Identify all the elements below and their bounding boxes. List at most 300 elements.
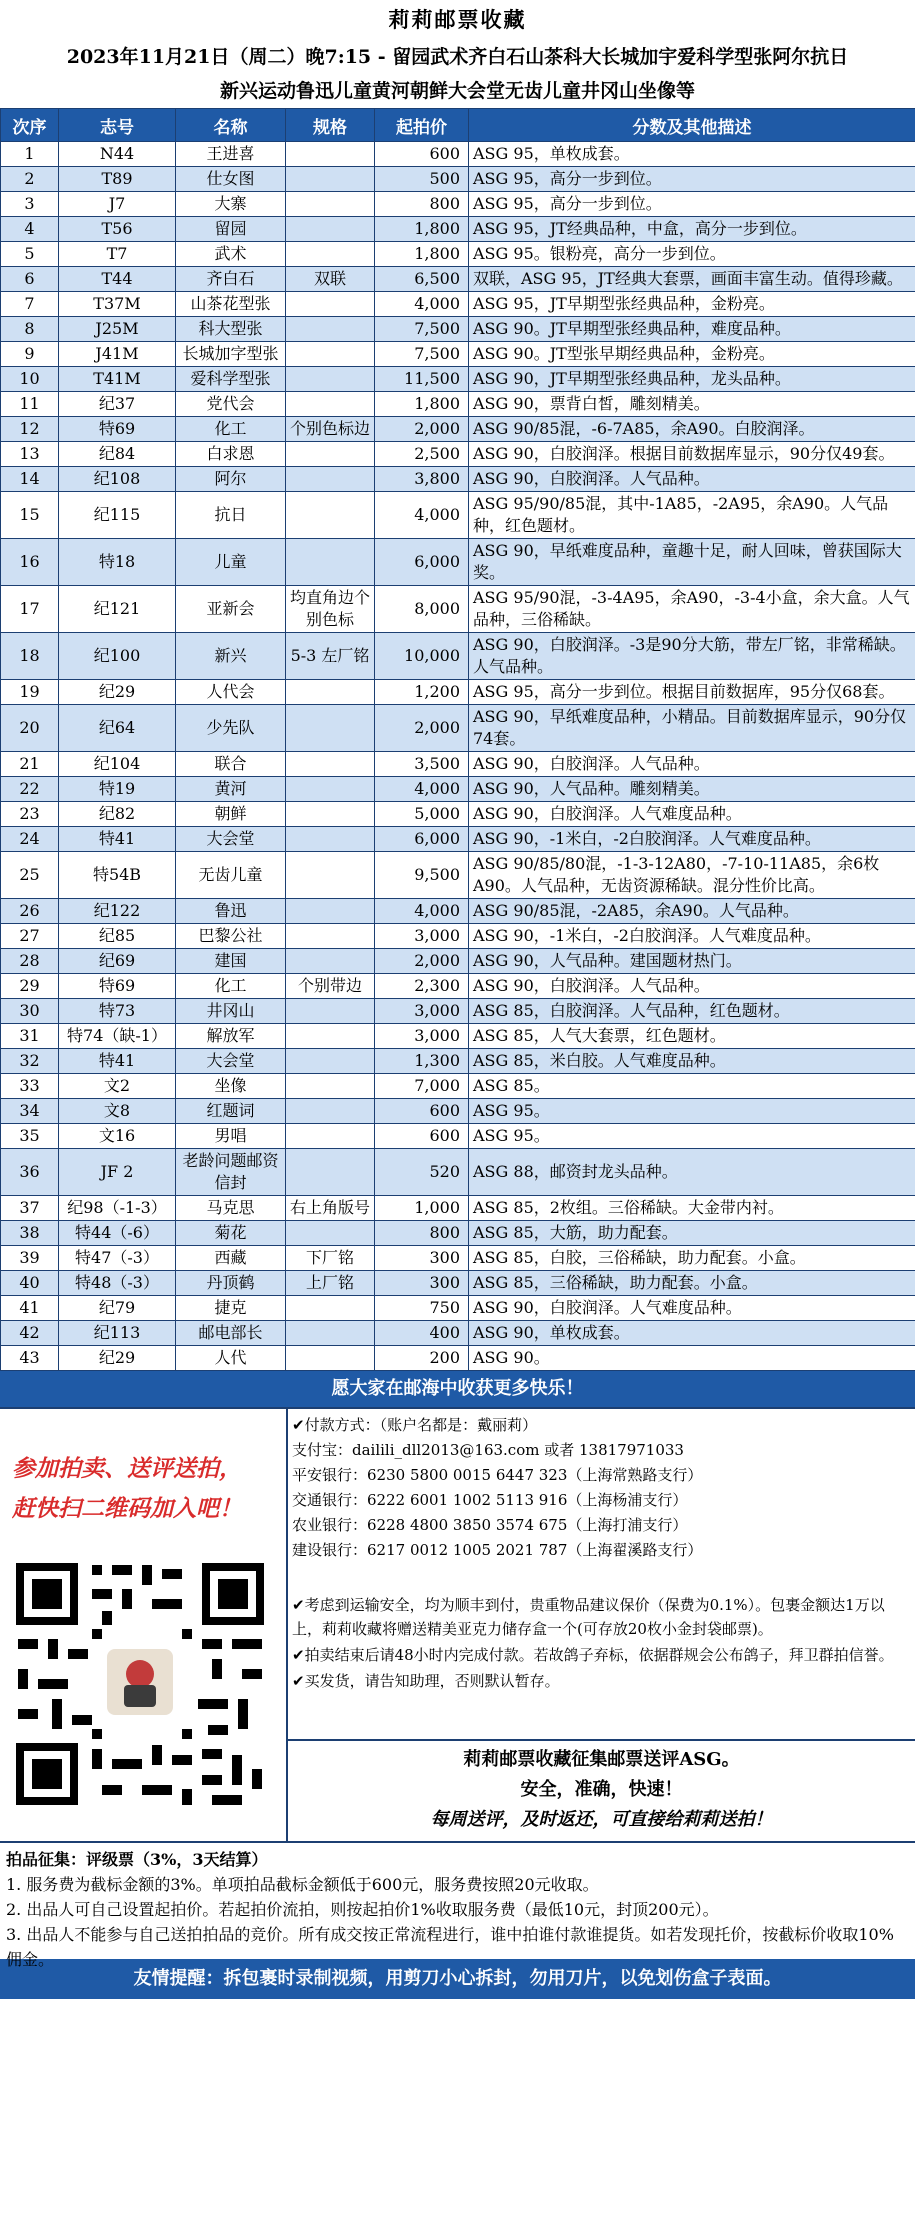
lot-code: 特48（-3） — [59, 1271, 176, 1296]
lot-code: 纪100 — [59, 633, 176, 680]
lot-name: 武术 — [176, 242, 286, 267]
lot-name: 儿童 — [176, 539, 286, 586]
lot-desc: ASG 90，-1米白，-2白胶润泽。人气难度品种。 — [469, 924, 915, 949]
table-row — [1, 539, 915, 586]
banner: 愿大家在邮海中收获更多快乐！ — [0, 1371, 915, 1407]
lot-name: 解放军 — [176, 1024, 286, 1049]
lot-spec — [286, 1099, 375, 1124]
lot-name: 大会堂 — [176, 827, 286, 852]
lot-spec — [286, 167, 375, 192]
lot-no: 39 — [1, 1246, 59, 1271]
table-row — [1, 586, 915, 633]
promo-line-1: 参加拍卖、送评送拍， — [12, 1455, 242, 1482]
table-row — [1, 467, 915, 492]
lot-no: 23 — [1, 802, 59, 827]
info-section — [0, 1407, 915, 1843]
shipping-notes — [292, 1593, 910, 1695]
submission-line-3: 每周送评，及时返还，可直接给莉莉送拍！ — [430, 1809, 773, 1830]
qr-code-icon[interactable] — [12, 1559, 268, 1809]
lot-price: 300 — [375, 1246, 469, 1271]
lot-name: 大会堂 — [176, 1049, 286, 1074]
lot-name: 长城加字型张 — [176, 342, 286, 367]
table-row — [1, 827, 915, 852]
lot-price: 3,000 — [375, 924, 469, 949]
lot-price: 600 — [375, 1099, 469, 1124]
lot-price: 1,200 — [375, 680, 469, 705]
lot-code: 纪82 — [59, 802, 176, 827]
lot-name: 科大型张 — [176, 317, 286, 342]
rule-1: 1. 服务费为截标金额的3%。单项拍品截标金额低于600元，服务费按照20元收取。 — [6, 1875, 599, 1894]
lot-code: 特47（-3） — [59, 1246, 176, 1271]
lot-no: 7 — [1, 292, 59, 317]
table-row — [1, 392, 915, 417]
lot-name: 仕女图 — [176, 167, 286, 192]
lot-price: 2,000 — [375, 949, 469, 974]
lot-spec — [286, 392, 375, 417]
promo-line-2: 赶快扫二维码加入吧！ — [12, 1495, 242, 1522]
table-row — [1, 949, 915, 974]
lot-desc: ASG 85，2枚组。三俗稀缺。大金带内衬。 — [469, 1196, 915, 1221]
lot-spec — [286, 467, 375, 492]
lot-name: 大寨 — [176, 192, 286, 217]
table-row — [1, 1124, 915, 1149]
lot-spec — [286, 1024, 375, 1049]
lot-desc: ASG 90，白胶润泽。人气难度品种。 — [469, 1296, 915, 1321]
table-row — [1, 442, 915, 467]
table-row — [1, 999, 915, 1024]
table-row — [1, 267, 915, 292]
lot-code: 纪113 — [59, 1321, 176, 1346]
lot-desc: ASG 90，JT早期型张经典品种，龙头品种。 — [469, 367, 915, 392]
lot-no: 27 — [1, 924, 59, 949]
lot-name: 抗日 — [176, 492, 286, 539]
lot-desc: ASG 90/85混，-2A85，余A90。人气品种。 — [469, 899, 915, 924]
note-shipping: ✔考虑到运输安全，均为顺丰到付，贵重物品建议保价（保费为0.1%）。包裹金额达1万以上，莉莉收藏将赠送精美亚克力储存盒一个(可存放20枚小金封袋邮票)。 — [292, 1596, 885, 1638]
lot-price: 600 — [375, 142, 469, 167]
note-delivery: ✔买发货，请告知助理，否则默认暂存。 — [292, 1672, 560, 1690]
lot-code: N44 — [59, 142, 176, 167]
lot-spec — [286, 442, 375, 467]
table-row — [1, 899, 915, 924]
lot-no: 19 — [1, 680, 59, 705]
lot-spec — [286, 924, 375, 949]
lot-desc: ASG 90，白胶润泽。根据目前数据库显示，90分仅49套。 — [469, 442, 915, 467]
lot-no: 31 — [1, 1024, 59, 1049]
lot-no: 36 — [1, 1149, 59, 1196]
lot-price: 8,000 — [375, 586, 469, 633]
col-header-price: 起拍价 — [375, 109, 469, 142]
lot-code: 特41 — [59, 1049, 176, 1074]
lot-spec — [286, 827, 375, 852]
lot-price: 5,000 — [375, 802, 469, 827]
lot-spec — [286, 1124, 375, 1149]
lot-no: 10 — [1, 367, 59, 392]
table-row — [1, 705, 915, 752]
lot-no: 13 — [1, 442, 59, 467]
table-row — [1, 292, 915, 317]
lot-price: 10,000 — [375, 633, 469, 680]
lot-no: 38 — [1, 1221, 59, 1246]
bank-nongye: 农业银行：6228 4800 3850 3574 675（上海打浦支行） — [292, 1516, 688, 1534]
lot-code: 纪122 — [59, 899, 176, 924]
col-header-name: 名称 — [176, 109, 286, 142]
lot-name: 菊花 — [176, 1221, 286, 1246]
lot-desc: 双联，ASG 95，JT经典大套票，画面丰富生动。值得珍藏。 — [469, 267, 915, 292]
promo-panel — [0, 1409, 288, 1841]
lot-desc: ASG 95，高分一步到位。 — [469, 167, 915, 192]
lot-spec — [286, 852, 375, 899]
lot-no: 5 — [1, 242, 59, 267]
lot-spec — [286, 705, 375, 752]
lots-table-body — [1, 142, 915, 1371]
lot-desc: ASG 95。 — [469, 1124, 915, 1149]
lot-spec: 均直角边个别色标 — [286, 586, 375, 633]
lot-spec — [286, 1074, 375, 1099]
table-row — [1, 802, 915, 827]
lot-desc: ASG 95，JT经典品种，中盒，高分一步到位。 — [469, 217, 915, 242]
lot-spec: 下厂铭 — [286, 1246, 375, 1271]
lot-code: 文2 — [59, 1074, 176, 1099]
lot-code: 文16 — [59, 1124, 176, 1149]
lot-spec — [286, 539, 375, 586]
lot-code: T7 — [59, 242, 176, 267]
lot-code: T37M — [59, 292, 176, 317]
lot-price: 300 — [375, 1271, 469, 1296]
lot-spec — [286, 999, 375, 1024]
lot-price: 800 — [375, 192, 469, 217]
lot-spec — [286, 1296, 375, 1321]
col-header-code: 志号 — [59, 109, 176, 142]
rule-2: 2. 出品人可自己设置起拍价。若起拍价流拍，则按起拍价1%收取服务费（最低10元，封顶200元）。 — [6, 1900, 719, 1919]
table-row — [1, 633, 915, 680]
lot-code: 纪115 — [59, 492, 176, 539]
lot-code: 特54B — [59, 852, 176, 899]
lot-desc: ASG 90。 — [469, 1346, 915, 1371]
lot-price: 1,800 — [375, 217, 469, 242]
lot-spec — [286, 752, 375, 777]
lot-code: T89 — [59, 167, 176, 192]
lot-name: 无齿儿童 — [176, 852, 286, 899]
lot-desc: ASG 90，票背白皙，雕刻精美。 — [469, 392, 915, 417]
lot-desc: ASG 85，白胶润泽。人气品种，红色题材。 — [469, 999, 915, 1024]
lot-code: 纪104 — [59, 752, 176, 777]
lot-desc: ASG 95。银粉亮，高分一步到位。 — [469, 242, 915, 267]
lot-name: 坐像 — [176, 1074, 286, 1099]
lot-price: 600 — [375, 1124, 469, 1149]
lot-desc: ASG 90/85/80混，-1-3-12A80，-7-10-11A85，余6枚A90。人气品种，无齿资源稀缺。混分性价比高。 — [469, 852, 915, 899]
lot-desc: ASG 85，白胶，三俗稀缺，助力配套。小盒。 — [469, 1246, 915, 1271]
bank-jiaotong: 交通银行：6222 6001 1002 5113 916（上海杨浦支行） — [292, 1491, 688, 1509]
rules-heading: 拍品征集：评级票（3%，3天结算） — [6, 1850, 268, 1869]
lot-desc: ASG 88，邮资封龙头品种。 — [469, 1149, 915, 1196]
table-row — [1, 242, 915, 267]
table-row — [1, 1149, 915, 1196]
lot-no: 16 — [1, 539, 59, 586]
lot-spec — [286, 1321, 375, 1346]
lot-name: 新兴 — [176, 633, 286, 680]
lots-table — [0, 108, 915, 1371]
lot-desc: ASG 90，人气品种。雕刻精美。 — [469, 777, 915, 802]
lot-spec: 5-3 左厂铭 — [286, 633, 375, 680]
lot-no: 2 — [1, 167, 59, 192]
lot-code: 特18 — [59, 539, 176, 586]
lot-spec — [286, 217, 375, 242]
lot-desc: ASG 85，米白胶。人气难度品种。 — [469, 1049, 915, 1074]
col-header-spec: 规格 — [286, 109, 375, 142]
note-payment-deadline: ✔拍卖结束后请48小时内完成付款。若故鸽子弃标，依据群规会公布鸽子，拜卫群拍信誉。 — [292, 1646, 894, 1664]
submission-line-1: 莉莉邮票收藏征集邮票送评ASG。 — [463, 1749, 740, 1770]
lot-name: 鲁迅 — [176, 899, 286, 924]
lot-name: 男唱 — [176, 1124, 286, 1149]
table-row — [1, 317, 915, 342]
lot-code: 纪85 — [59, 924, 176, 949]
submission-line-2: 安全，准确，快速！ — [520, 1779, 683, 1800]
lot-no: 28 — [1, 949, 59, 974]
lot-code: 特44（-6） — [59, 1221, 176, 1246]
table-row — [1, 1099, 915, 1124]
table-row — [1, 752, 915, 777]
lot-no: 11 — [1, 392, 59, 417]
table-row — [1, 924, 915, 949]
lot-code: 纪69 — [59, 949, 176, 974]
lot-no: 6 — [1, 267, 59, 292]
payment-info — [292, 1413, 912, 1563]
lot-name: 联合 — [176, 752, 286, 777]
lot-price: 3,800 — [375, 467, 469, 492]
lot-code: 特69 — [59, 417, 176, 442]
lot-no: 24 — [1, 827, 59, 852]
lot-code: 特74（缺-1） — [59, 1024, 176, 1049]
lot-name: 井冈山 — [176, 999, 286, 1024]
lot-spec — [286, 142, 375, 167]
lot-no: 32 — [1, 1049, 59, 1074]
lot-no: 30 — [1, 999, 59, 1024]
lot-price: 500 — [375, 167, 469, 192]
lot-code: JF 2 — [59, 1149, 176, 1196]
lot-desc: ASG 90，早纸难度品种，小精品。目前数据库显示，90分仅74套。 — [469, 705, 915, 752]
lot-name: 丹顶鹤 — [176, 1271, 286, 1296]
lot-desc: ASG 85，三俗稀缺，助力配套。小盒。 — [469, 1271, 915, 1296]
lot-desc: ASG 90，白胶润泽。人气品种。 — [469, 467, 915, 492]
table-row — [1, 492, 915, 539]
lot-name: 建国 — [176, 949, 286, 974]
lot-price: 1,800 — [375, 242, 469, 267]
lot-price: 520 — [375, 1149, 469, 1196]
lot-desc: ASG 95/90/85混，其中-1A85，-2A95，余A90。人气品种，红色题材。 — [469, 492, 915, 539]
lot-price: 3,500 — [375, 752, 469, 777]
bank-pingan: 平安银行：6230 5800 0015 6447 323（上海常熟路支行） — [292, 1466, 703, 1484]
lot-spec — [286, 949, 375, 974]
rule-3: 3. 出品人不能参与自己送拍拍品的竞价。所有成交按正常流程进行，谁中拍谁付款谁提货。如若发现托价，按截标价收取10%佣金。 — [6, 1925, 894, 1969]
table-row — [1, 1024, 915, 1049]
lot-code: 纪98（-1-3） — [59, 1196, 176, 1221]
lot-price: 4,000 — [375, 292, 469, 317]
payment-heading: ✔付款方式：（账户名都是：戴丽莉） — [292, 1416, 538, 1434]
lot-spec: 右上角版号 — [286, 1196, 375, 1221]
lot-spec — [286, 1221, 375, 1246]
lot-spec — [286, 292, 375, 317]
lot-desc: ASG 90/85混，-6-7A85，余A90。白胶润泽。 — [469, 417, 915, 442]
lot-no: 15 — [1, 492, 59, 539]
lot-spec — [286, 192, 375, 217]
table-row — [1, 192, 915, 217]
lot-price: 200 — [375, 1346, 469, 1371]
lot-price: 6,000 — [375, 539, 469, 586]
table-row — [1, 1049, 915, 1074]
lot-desc: ASG 90，白胶润泽。-3是90分大筋，带左厂铭，非常稀缺。人气品种。 — [469, 633, 915, 680]
lot-name: 化工 — [176, 974, 286, 999]
lot-price: 9,500 — [375, 852, 469, 899]
lot-price: 7,500 — [375, 342, 469, 367]
table-row — [1, 1271, 915, 1296]
lot-name: 留园 — [176, 217, 286, 242]
lot-name: 党代会 — [176, 392, 286, 417]
promo-text — [12, 1449, 282, 1529]
lot-code: 纪37 — [59, 392, 176, 417]
lot-spec — [286, 1049, 375, 1074]
lot-price: 400 — [375, 1321, 469, 1346]
lot-code: 特73 — [59, 999, 176, 1024]
lot-name: 马克思 — [176, 1196, 286, 1221]
lot-no: 12 — [1, 417, 59, 442]
lot-no: 17 — [1, 586, 59, 633]
lot-name: 阿尔 — [176, 467, 286, 492]
lot-price: 2,000 — [375, 417, 469, 442]
table-row — [1, 1074, 915, 1099]
lot-name: 齐白石 — [176, 267, 286, 292]
lot-spec: 上厂铭 — [286, 1271, 375, 1296]
table-row — [1, 367, 915, 392]
lot-no: 9 — [1, 342, 59, 367]
lot-name: 山茶花型张 — [176, 292, 286, 317]
table-row — [1, 167, 915, 192]
table-header-row — [1, 109, 915, 142]
lot-spec — [286, 317, 375, 342]
lot-no: 22 — [1, 777, 59, 802]
lot-code: T41M — [59, 367, 176, 392]
lot-spec — [286, 680, 375, 705]
lot-price: 750 — [375, 1296, 469, 1321]
lot-no: 40 — [1, 1271, 59, 1296]
alipay-account: 支付宝：dailili_dll2013@163.com 或者 13817971033 — [292, 1441, 684, 1459]
lot-spec — [286, 899, 375, 924]
lot-code: 纪121 — [59, 586, 176, 633]
lot-desc: ASG 95，高分一步到位。 — [469, 192, 915, 217]
lot-no: 37 — [1, 1196, 59, 1221]
page-title: 莉莉邮票收藏 — [388, 7, 527, 32]
lot-spec — [286, 342, 375, 367]
table-row — [1, 217, 915, 242]
lot-no: 20 — [1, 705, 59, 752]
lot-spec: 双联 — [286, 267, 375, 292]
lot-code: 文8 — [59, 1099, 176, 1124]
payment-panel — [288, 1409, 915, 1841]
lot-desc: ASG 95，JT早期型张经典品种，金粉亮。 — [469, 292, 915, 317]
lot-price: 2,500 — [375, 442, 469, 467]
lot-code: 特19 — [59, 777, 176, 802]
lot-price: 7,500 — [375, 317, 469, 342]
lot-name: 少先队 — [176, 705, 286, 752]
lot-code: 纪108 — [59, 467, 176, 492]
lot-price: 7,000 — [375, 1074, 469, 1099]
lot-no: 4 — [1, 217, 59, 242]
catalog-header — [0, 0, 915, 108]
lot-name: 亚新会 — [176, 586, 286, 633]
lot-price: 1,300 — [375, 1049, 469, 1074]
bank-jianshe: 建设银行：6217 0012 1005 2021 787（上海翟溪路支行） — [292, 1541, 703, 1559]
table-row — [1, 680, 915, 705]
lot-code: 纪84 — [59, 442, 176, 467]
lot-price: 11,500 — [375, 367, 469, 392]
table-row — [1, 852, 915, 899]
lot-price: 6,500 — [375, 267, 469, 292]
lot-no: 29 — [1, 974, 59, 999]
lot-spec: 个别带边 — [286, 974, 375, 999]
lot-spec — [286, 1346, 375, 1371]
table-row — [1, 1196, 915, 1221]
lot-desc: ASG 85。 — [469, 1074, 915, 1099]
lot-name: 化工 — [176, 417, 286, 442]
auction-items-line: 新兴运动鲁迅儿童黄河朝鲜大会堂无齿儿童井冈山坐像等 — [219, 80, 695, 102]
table-row — [1, 777, 915, 802]
lot-code: T44 — [59, 267, 176, 292]
table-row — [1, 342, 915, 367]
lot-no: 14 — [1, 467, 59, 492]
lot-code: J25M — [59, 317, 176, 342]
lot-desc: ASG 90，白胶润泽。人气品种。 — [469, 752, 915, 777]
lot-name: 黄河 — [176, 777, 286, 802]
lot-code: 纪29 — [59, 1346, 176, 1371]
lot-code: 纪29 — [59, 680, 176, 705]
lot-desc: ASG 90，-1米白，-2白胶润泽。人气难度品种。 — [469, 827, 915, 852]
lot-price: 4,000 — [375, 492, 469, 539]
consignment-rules — [0, 1843, 915, 1969]
table-row — [1, 1246, 915, 1271]
lot-price: 4,000 — [375, 899, 469, 924]
lot-desc: ASG 90。JT早期型张经典品种，难度品种。 — [469, 317, 915, 342]
lot-no: 18 — [1, 633, 59, 680]
lot-spec: 个别色标边 — [286, 417, 375, 442]
lot-desc: ASG 95，高分一步到位。根据目前数据库，95分仅68套。 — [469, 680, 915, 705]
table-row — [1, 1321, 915, 1346]
lot-desc: ASG 90，白胶润泽。人气品种。 — [469, 974, 915, 999]
lot-code: J41M — [59, 342, 176, 367]
auction-date-line: 2023年11月21日（周二）晚7:15 - 留园武术齐白石山茶科大长城加宇爱科学型张阿尔抗日 — [66, 46, 849, 68]
lot-price: 3,000 — [375, 1024, 469, 1049]
table-row — [1, 974, 915, 999]
lot-no: 43 — [1, 1346, 59, 1371]
lot-desc: ASG 90，单枚成套。 — [469, 1321, 915, 1346]
lot-no: 34 — [1, 1099, 59, 1124]
table-row — [1, 1221, 915, 1246]
lot-desc: ASG 90。JT型张早期经典品种，金粉亮。 — [469, 342, 915, 367]
lot-desc: ASG 85，大筋，助力配套。 — [469, 1221, 915, 1246]
lot-name: 朝鲜 — [176, 802, 286, 827]
lot-name: 西藏 — [176, 1246, 286, 1271]
lot-price: 2,000 — [375, 705, 469, 752]
col-header-desc: 分数及其他描述 — [469, 109, 915, 142]
lot-no: 26 — [1, 899, 59, 924]
lot-code: J7 — [59, 192, 176, 217]
lot-name: 白求恩 — [176, 442, 286, 467]
lot-no: 42 — [1, 1321, 59, 1346]
footer-reminder: 友情提醒：拆包裹时录制视频，用剪刀小心拆封，勿用刀片，以免划伤盒子表面。 — [0, 1959, 915, 1999]
lot-code: 特69 — [59, 974, 176, 999]
lot-name: 巴黎公社 — [176, 924, 286, 949]
lot-no: 25 — [1, 852, 59, 899]
lot-desc: ASG 85，人气大套票，红色题材。 — [469, 1024, 915, 1049]
lot-no: 33 — [1, 1074, 59, 1099]
